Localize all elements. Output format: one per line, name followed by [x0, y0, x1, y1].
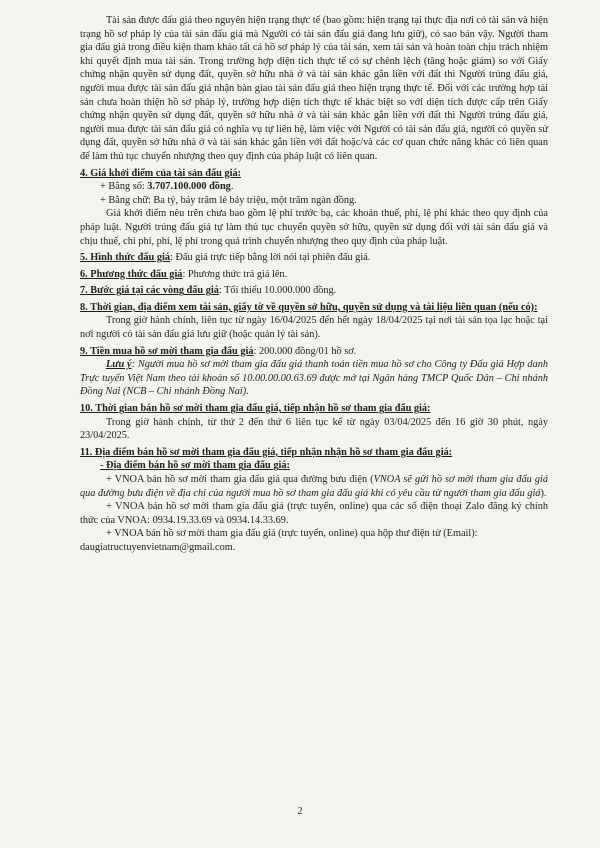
section-11-subheading: - Địa điểm bán hồ sơ mời tham gia đấu giá:: [100, 460, 290, 472]
page-number: 2: [297, 806, 303, 817]
section-8-text: Trong giờ hành chính, liên tục từ ngày 16/04/2025 đến hết ngày 18/04/2025 tại nơi tài sản tọa lạc hoặc tại nơi người có tài sản đấu giá lưu giữ (hoặc quản lý tài sản).: [80, 315, 548, 341]
section-11-bullet-email: + VNOA bán hồ sơ mời tham gia đấu giá (trực tuyến, online) qua hộp thư điện tử (Email):: [106, 528, 478, 540]
starting-price-words: + Bằng chữ: Ba tỷ, bảy trăm lẻ bảy triệu, một trăm ngàn đồng.: [100, 194, 357, 206]
section-8-heading: 8. Thời gian, địa điểm xem tài sản, giấy tờ về quyền sở hữu, quyền sử dụng và tài liệu liên quan (nếu có):: [80, 301, 538, 313]
section-11-bullet-post: + VNOA bán hồ sơ mời tham gia đấu giá qua đường bưu điện (VNOA sẽ gửi hồ sơ mời tham gia đấu giá qua đường bưu điện về địa chỉ của người mua hồ sơ tham gia đấu giá khi có yêu cầu từ người tham gia đấu giá).: [80, 474, 548, 499]
contact-email: daugiatructuyenvietnam@gmail.com.: [80, 541, 236, 553]
section-6: 6. Phương thức đấu giá: Phương thức trả giá lên.: [80, 268, 288, 280]
section-7: 7. Bước giá tại các vòng đấu giá: Tối thiểu 10.000.000 đồng.: [80, 285, 337, 297]
section-10-heading: 10. Thời gian bán hồ sơ mời tham gia đấu giá, tiếp nhận hồ sơ tham gia đấu giá:: [80, 403, 431, 415]
section-11-heading: 11. Địa điểm bán hồ sơ mời tham gia đấu giá, tiếp nhận nhận hồ sơ tham gia đấu giá:: [80, 446, 453, 458]
starting-price-number: + Bằng số: 3.707.100.000 đồng.: [100, 181, 234, 193]
section-4-heading: 4. Giá khởi điểm của tài sản đấu giá:: [80, 167, 242, 179]
starting-price-note: Giá khởi điểm nêu trên chưa bao gồm lệ phí trước bạ, các khoản thuế, phí, lệ phí khác theo quy định của pháp luật. Người trúng đấu giá tự làm thủ tục chuyển quyền sở hữu, quyền sử dụng đối với tài sản đấu giá và chịu thuế, chi phí, phí, lệ phí trong quá trình chuyển nhượng theo quy định của pháp luật.: [80, 208, 548, 247]
intro-paragraph: Tài sản được đấu giá theo nguyên hiện trạng thực tế (bao gồm: hiện trạng tại thực địa nơi có tài sản và hiện trạng hồ sơ pháp lý của tài sản đấu giá mà Người có tài sản đấu giá đang lưu giữ), có sao bán vậy. Người tham gia đấu giá trong điều kiện tham khảo tất cả hồ sơ pháp lý của tài sản, xem tài sản và hoàn toàn chịu trách nhiệm khi quyết định mua tài sản. Trong trường hợp diện tích thực tế có sự chênh lệch (tăng hoặc giảm) so với Giấy chứng nhận quyền sử dụng đất, quyền sở hữu nhà ở và tài sản khác gắn liền với đất thì Người trúng đấu giá, người mua được tài sản đấu giá nhận bàn giao tài sản đấu giá theo hiện trạng thực tế. Đối với các trường hợp tài sản chưa hoàn thiện hồ sơ pháp lý, trường hợp diện tích thực tế khác biệt so với diện tích được cấp trên Giấy chứng nhận quyền sử dụng đất, quyền sở hữu nhà ở và tài sản khác gắn liền với đất thì Người trúng đấu giá, người mua được tài sản đấu giá có nghĩa vụ tự liên hệ, làm việc với Người có tài sản đấu giá, người có quyền sử dụng đất, quyền sở hữu nhà ở và tài sản khác gắn liền với đất hoặc/và các cơ quan chức năng khác có liên quan để làm thủ tục chuyển nhượng theo quy định của pháp luật có liên quan.: [80, 15, 548, 162]
section-11-bullet-zalo: + VNOA bán hồ sơ mời tham gia đấu giá (trực tuyến, online) qua các số điện thoại Zalo đăng ký chính thức của VNOA: 0934.19.33.69 và 0934.14.33.69.: [80, 501, 548, 526]
section-9-note: Lưu ý: Người mua hồ sơ mời tham gia đấu giá thanh toán tiền mua hồ sơ cho Công ty Đấu giá Hợp danh Trực tuyến Việt Nam theo tài khoản số 10.00.00.00.63.69 được mở tại Ngân hàng TMCP Quốc Dân – Chi nhánh Đồng Nai (NCB – Chi nhánh Đồng Nai).: [80, 359, 548, 398]
section-5: 5. Hình thức đấu giá: Đấu giá trực tiếp bằng lời nói tại phiên đấu giá.: [80, 252, 371, 264]
section-10-text: Trong giờ hành chính, từ thứ 2 đến thứ 6 liên tục kể từ ngày 03/04/2025 đến 16 giờ 30 phút, ngày 23/04/2025.: [80, 416, 548, 442]
section-9: 9. Tiền mua hồ sơ mời tham gia đấu giá: 200.000 đồng/01 hồ sơ.: [80, 345, 357, 357]
